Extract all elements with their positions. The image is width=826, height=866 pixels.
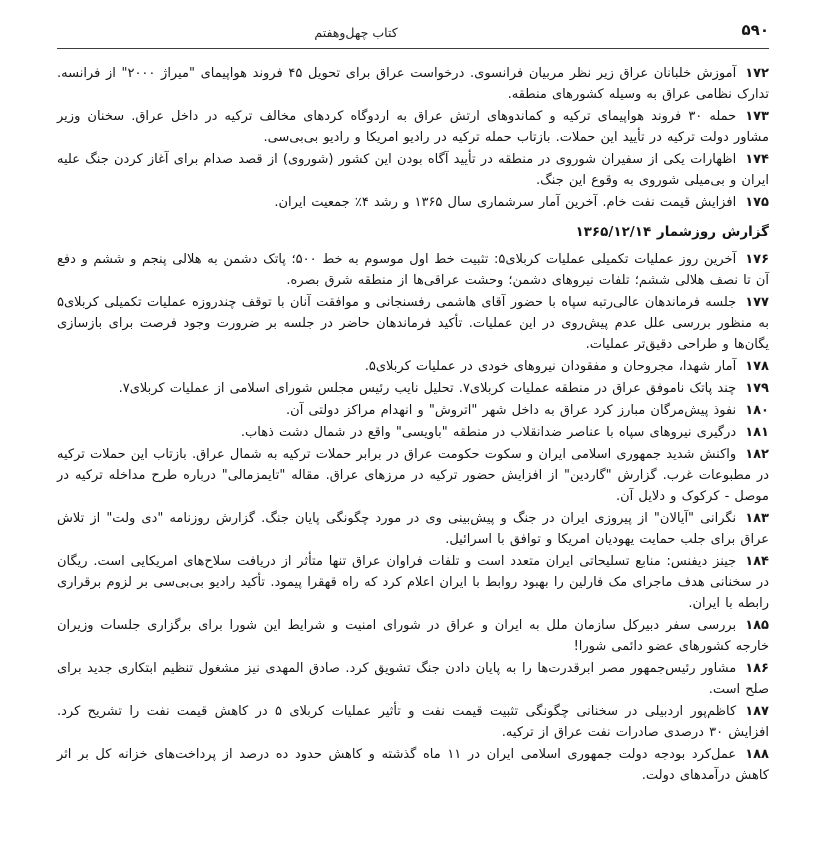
entry (57, 551, 769, 614)
entry-text: نگرانی "آیالان" از پیروزی ایران در جنگ و پیش‌بینی وی در مورد چگونگی پایان جنگ. گزارش روزنامه "دی ولت" از تلاش عراق برای جلب حمایت یهودیان امریکا و توافق با اسرائیل. (57, 511, 769, 547)
entry-text: عمل‌کرد بودجه دولت جمهوری اسلامی ایران در ۱۱ ماه گذشته و کاهش حدود ده درصد از پرداخت‌های خزانه کل بر اثر کاهش درآمدهای دولت. (57, 747, 769, 783)
entry (57, 658, 769, 700)
entry (57, 356, 769, 377)
entry-number: ۱۷۹ (745, 381, 769, 396)
entry-text: گزارش روزشمار ۱۳۶۵/۱۲/۱۴ (575, 224, 769, 240)
entry (57, 106, 769, 148)
entry (57, 292, 769, 355)
entry-text: چند پاتک ناموفق عراق در منطقه عملیات کربلای۷. تحلیل نایب رئیس مجلس شورای اسلامی از عملیات کربلای۷. (118, 381, 737, 396)
running-title: کتاب چهل‌وهفتم (314, 25, 398, 40)
entry-number: ۱۸۶ (745, 661, 769, 676)
header-divider (57, 48, 769, 49)
entry (57, 149, 769, 191)
entry (57, 508, 769, 550)
entry-number: ۱۸۱ (745, 425, 769, 440)
entry (57, 192, 769, 213)
entry-text: نفوذ پیش‌مرگان مبارز کرد عراق به داخل شهر "اتروش" و انهدام مراکز دولتی آن. (286, 403, 737, 418)
entry (57, 701, 769, 743)
entry-number: ۱۷۸ (745, 359, 769, 374)
entry (57, 422, 769, 443)
entry-text: کاظم‌پور اردبیلی در سخنانی چگونگی تثبیت قیمت نفت و تأثیر عملیات کربلای ۵ در کاهش قیمت نفت را تشریح کرد. افزایش ۳۰ درصدی صادرات نفت عراق از ترکیه. (57, 704, 769, 740)
entry (57, 444, 769, 507)
entry-number: ۱۸۰ (745, 403, 769, 418)
entry-number: ۱۸۳ (745, 511, 769, 526)
entry-text: حمله ۳۰ فروند هواپیمای ترکیه و کماندوهای ارتش عراق به اردوگاه کردهای مخالف ترکیه در داخل عراق. سخنان وزیر مشاور دولت ترکیه در تأیید این حملات. بازتاب حمله ترکیه در رادیو امریکا و رادیو بی‌بی‌سی. (57, 109, 769, 145)
entry-number: ۱۷۶ (745, 252, 770, 267)
entry-text: آمار شهدا، مجروحان و مفقودان نیروهای خودی در عملیات کربلای۵. (364, 359, 737, 374)
entry-text: واکنش شدید جمهوری اسلامی ایران و سکوت حکومت عراق در برابر حملات ترکیه به شمال عراق. بازتاب این حملات ترکیه در مطبوعات غرب. گزارش "گاردین" از افزایش حضور ترکیه در مرزهای عراق. مقاله "تایمزمالی" درباره طرح مداخله ترکیه در موصل - کرکوک و دلایل آن. (57, 447, 769, 504)
entry-number: ۱۷۷ (745, 295, 769, 310)
entry-number: ۱۸۴ (745, 554, 769, 569)
entry-text: افزایش قیمت نفت خام. آخرین آمار سرشماری سال ۱۳۶۵ و رشد ۴٪ جمعیت ایران. (274, 195, 737, 210)
entry-text: آموزش خلبانان عراق زیر نظر مربیان فرانسوی. درخواست عراق برای تحویل ۴۵ فروند هواپیمای "میراژ ۲۰۰۰" از فرانسه. تدارک نظامی عراق به وسیله کشورهای منطقه. (57, 66, 769, 102)
entry-number: ۱۷۵ (745, 195, 769, 210)
section-header (57, 222, 769, 243)
entries-list (57, 63, 769, 786)
entry-number: ۱۷۳ (745, 109, 769, 124)
entry-text: مشاور رئیس‌جمهور مصر ابرقدرت‌ها را به پایان دادن جنگ تشویق کرد. صادق المهدی نیز مشغول تنظیم ابتکاری جدید برای صلح است. (57, 661, 769, 697)
entry-text: جینز دیفنس: منابع تسلیحاتی ایران متعدد است و تلفات فراوان عراق تنها متأثر از دریافت سلاح‌های امریکایی است. ریگان در سخنانی هدف ماجرای مک فارلین را بهبود روابط با ایران اعلام کرد که راه قهقرا پیمود. تأکید رادیو بی‌بی‌سی بر لزوم برقراری رابطه با ایران. (57, 554, 769, 611)
entry-text: آخرین روز عملیات تکمیلی عملیات کربلای۵: تثبیت خط اول موسوم به خط ۵۰۰؛ پاتک دشمن به هلالی پنجم و ششم و دفع آن تا نصف هلالی ششم؛ تلفات نیروهای دشمن؛ وحشت عراقی‌ها از منطقه شرق بصره. (57, 252, 769, 288)
entry-text: اظهارات یکی از سفیران شوروی در منطقه در تأیید آگاه بودن این کشور (شوروی) از قصد صدام برای آغاز کردن جنگ علیه ایران و بی‌میلی شوروی به وقوع این جنگ. (57, 152, 769, 188)
page-number: ۵۹۰ (741, 21, 769, 39)
entry-number: ۱۷۲ (745, 66, 769, 81)
entry-number: ۱۸۷ (745, 704, 769, 719)
entry-text: درگیری نیروهای سپاه با عناصر ضدانقلاب در منطقه "باویسی" واقع در شمال دشت ذهاب. (240, 425, 737, 440)
entry-number: ۱۸۵ (745, 618, 769, 633)
entry (57, 744, 769, 786)
entry-number: ۱۷۴ (745, 152, 769, 167)
entry (57, 615, 769, 657)
entry (57, 378, 769, 399)
entry-text: جلسه فرماندهان عالی‌رتبه سپاه با حضور آقای هاشمی رفسنجانی و موافقت آنان با توقف چندروزه عملیات تکمیلی کربلای۵ به منظور بررسی علل عدم پیش‌روی در این عملیات. تأکید فرماندهان حاضر در جلسه بر ضرورت وجود فرصت برای بازسازی یگان‌ها و طراحی دقیق‌تر عملیات. (57, 295, 769, 352)
page-header (57, 20, 769, 44)
entry-number: ۱۸۲ (745, 447, 769, 462)
entry-number: ۱۸۸ (745, 747, 769, 762)
entry (57, 63, 769, 105)
entry-text: بررسی سفر دبیرکل سازمان ملل به ایران و عراق در شورای امنیت و شرایط این شورا برای برگزاری جلسات وزیران خارجه کشورهای عضو دائمی شورا! (57, 618, 769, 654)
entry (57, 249, 769, 291)
entry (57, 400, 769, 421)
